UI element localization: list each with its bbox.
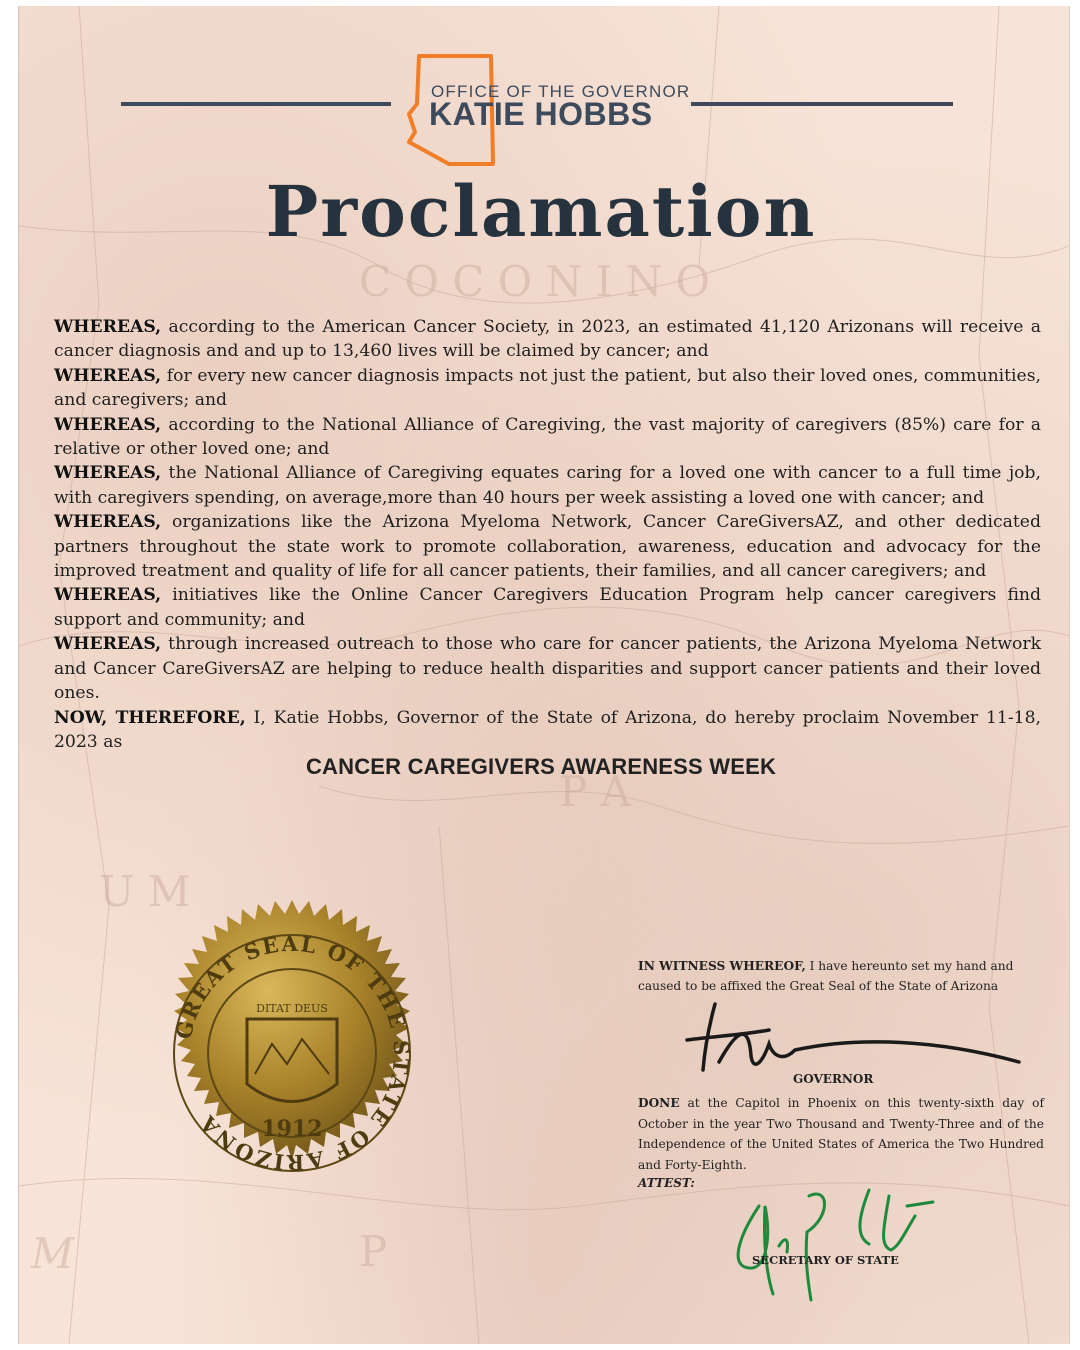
office-title: OFFICE OF THE GOVERNOR	[431, 82, 691, 101]
whereas-paragraph: WHEREAS, organizations like the Arizona Myeloma Network, Cancer CareGiversAZ, and other dedicated partners throughout the state work to promote collaboration, awareness, education and advocacy for the improved treatment and quality of life for all cancer patients, their families, and all cancer caregivers; and	[54, 512, 1041, 582]
great-seal-icon	[137, 874, 447, 1184]
svg-text:M: M	[31, 1229, 75, 1278]
governor-name: KATIE HOBBS	[429, 96, 653, 132]
proclamation-body	[54, 315, 1041, 754]
governor-signature	[679, 996, 1029, 1080]
whereas-paragraph: WHEREAS, through increased outreach to those who care for cancer patients, the Arizona Myeloma Network and Cancer CareGiversAZ are helping to reduce health disparities and support cancer patients and their loved ones.	[54, 634, 1041, 704]
svg-text:GREAT SEAL OF THE STATE OF ARI: GREAT SEAL OF THE STATE OF ARIZONA	[170, 930, 415, 1176]
whereas-paragraph: WHEREAS, for every new cancer diagnosis impacts not just the patient, but also their loved ones, communities, and caregivers; and	[54, 365, 1041, 411]
proclamation-title: Proclamation	[265, 170, 817, 253]
whereas-paragraph: WHEREAS, initiatives like the Online Cancer Caregivers Education Program help cancer caregivers find support and community; and	[54, 585, 1041, 630]
whereas-paragraph: WHEREAS, according to the American Cancer Society, in 2023, an estimated 41,120 Arizonans will receive a cancer diagnosis and and up to 13,460 lives will be claimed by cancer; and	[54, 317, 1041, 362]
svg-text:1912: 1912	[261, 1116, 323, 1142]
whereas-paragraph: WHEREAS, the National Alliance of Caregiving equates caring for a loved one with cancer to a full time job, with caregivers spending, on average,more than 40 hours per week assisting a loved one with cancer; and	[54, 463, 1041, 508]
svg-text:P A: P A	[559, 767, 631, 816]
secretary-signature	[719, 1176, 949, 1306]
svg-text:C O C O N I N O: C O C O N I N O	[359, 257, 711, 306]
secretary-of-state-label: SECRETARY OF STATE	[752, 1253, 899, 1267]
svg-text:U M: U M	[99, 867, 191, 916]
done-statement: DONE at the Capitol in Phoenix on this twenty-sixth day of October in the year Two Thousand and Twenty-Three and of the Independence of the United States of America the Two Hundred and Forty-Eighth.	[638, 1096, 1044, 1172]
therefore-paragraph: NOW, THEREFORE, I, Katie Hobbs, Governor of the State of Arizona, do hereby proclaim November 11-18, 2023 as	[54, 707, 1041, 752]
whereas-paragraph: WHEREAS, according to the National Alliance of Caregiving, the vast majority of caregivers (85%) care for a relative or other loved one; and	[54, 414, 1041, 460]
header-rule-left	[121, 102, 391, 106]
attest-label: ATTEST:	[638, 1176, 695, 1190]
svg-text:DITAT DEUS: DITAT DEUS	[256, 1002, 328, 1015]
proclamation-page	[18, 6, 1070, 1344]
proclaimed-week: CANCER CAREGIVERS AWARENESS WEEK	[305, 754, 777, 779]
governor-label: GOVERNOR	[793, 1072, 874, 1086]
svg-text:P: P	[359, 1227, 388, 1276]
header-rule-right	[691, 102, 953, 106]
witness-statement: IN WITNESS WHEREOF, I have hereunto set my hand and caused to be affixed the Great Seal of the State of Arizona	[638, 959, 1014, 993]
